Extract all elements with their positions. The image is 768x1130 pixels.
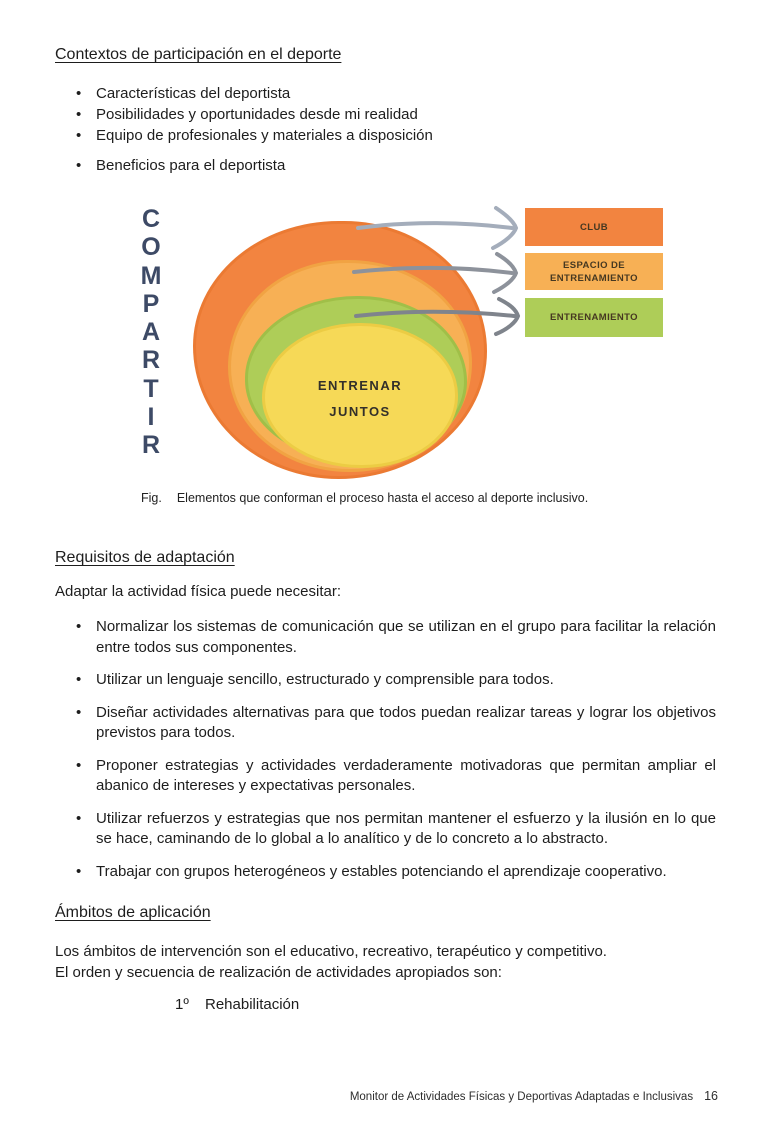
list-item xyxy=(0,104,768,125)
ring-entrenar-juntos xyxy=(262,323,458,468)
letter: I xyxy=(147,403,155,432)
page-footer xyxy=(350,1089,718,1103)
list-item-text: Beneficios para el deportista xyxy=(96,157,286,174)
letter: R xyxy=(141,346,161,375)
list-item xyxy=(0,155,768,176)
section2-intro: Adaptar la actividad física puede necesitar: xyxy=(55,583,342,600)
bullet-icon: • xyxy=(76,703,82,721)
ordered-item-number: 1º xyxy=(175,996,189,1013)
section1-bullet-extra xyxy=(0,155,768,176)
list-item xyxy=(0,703,768,744)
figure-caption xyxy=(141,490,768,506)
list-item-text: Características del deportista xyxy=(96,85,291,102)
section2-heading: Requisitos de adaptación xyxy=(55,549,235,566)
letter: A xyxy=(141,318,161,347)
list-item xyxy=(0,756,768,797)
section3-heading: Ámbitos de aplicación xyxy=(55,904,211,921)
letter: O xyxy=(141,233,161,262)
list-item-text: Trabajar con grupos heterogéneos y estables potenciando el aprendizaje cooperativo. xyxy=(96,862,667,880)
list-item xyxy=(0,670,768,691)
entrenar-juntos-label: ENTRENAR JUNTOS xyxy=(317,377,403,419)
figure-caption-label: Fig. xyxy=(141,491,162,505)
letter: M xyxy=(140,261,162,290)
bullet-icon: • xyxy=(76,618,82,635)
list-item xyxy=(0,809,768,850)
legend-label: CLUB xyxy=(580,221,608,233)
letter: R xyxy=(141,431,161,460)
letter: P xyxy=(142,289,160,318)
section3-line1: Los ámbitos de intervención son el educativo, recreativo, terapéutico y competitivo. xyxy=(55,943,607,960)
legend-label: ESPACIO DE ENTRENAMIENTO xyxy=(550,259,638,284)
list-item-text: Posibilidades y oportunidades desde mi realidad xyxy=(96,106,418,123)
ordered-item-label: Rehabilitación xyxy=(205,996,300,1013)
bullet-icon: • xyxy=(76,756,82,774)
list-item-text: Proponer estrategias y actividades verdaderamente motivadoras que permitan ampliar el abanico de intereses y expectativas personales. xyxy=(96,756,716,794)
list-item xyxy=(0,862,768,883)
list-item-text: Normalizar los sistemas de comunicación que se utilizan en el grupo para facilitar la relación entre todos sus componentes. xyxy=(96,618,716,656)
legend-label: ENTRENAMIENTO xyxy=(550,312,638,323)
bullet-icon: • xyxy=(76,157,82,174)
page-number: 16 xyxy=(704,1089,718,1103)
section1-heading: Contextos de participación en el deporte xyxy=(55,46,342,63)
legend-box-club xyxy=(525,208,663,246)
section2-bullet-list xyxy=(0,617,768,882)
bullet-icon: • xyxy=(76,85,82,102)
section3-line2: El orden y secuencia de realización de actividades apropiados son: xyxy=(55,963,502,981)
list-item-text: Utilizar refuerzos y estrategias que nos permitan mantener el esfuerzo y la ilusión en lo que se hace, caminando de lo global a lo analítico y de lo concreto a lo abstracto. xyxy=(96,809,716,847)
list-item-text: Diseñar actividades alternativas para que todos puedan realizar tareas y lograr los objetivos previstos para todos. xyxy=(96,703,716,741)
letter: T xyxy=(143,374,159,403)
list-item-text: Utilizar un lenguaje sencillo, estructurado y comprensible para todos. xyxy=(96,671,554,688)
ordered-item-rehabilitacion xyxy=(175,995,768,1016)
bullet-icon: • xyxy=(76,671,82,688)
compartir-vertical-word xyxy=(134,205,168,460)
list-item xyxy=(0,125,768,146)
legend-box-espacio-entrenamiento xyxy=(525,253,663,290)
legend-box-entrenamiento xyxy=(525,298,663,337)
bullet-icon: • xyxy=(76,106,82,123)
footer-title: Monitor de Actividades Físicas y Deportivas Adaptadas e Inclusivas xyxy=(349,1091,694,1103)
bullet-icon: • xyxy=(76,809,82,827)
figure-caption-text: Elementos que conforman el proceso hasta el acceso al deporte inclusivo. xyxy=(176,491,589,505)
bullet-icon: • xyxy=(76,862,82,880)
inclusion-process-diagram xyxy=(0,195,768,490)
section1-bullet-list xyxy=(0,83,768,146)
list-item xyxy=(0,617,768,658)
list-item xyxy=(0,83,768,104)
bullet-icon: • xyxy=(76,127,82,144)
list-item-text: Equipo de profesionales y materiales a disposición xyxy=(96,127,433,144)
letter: C xyxy=(141,205,161,233)
